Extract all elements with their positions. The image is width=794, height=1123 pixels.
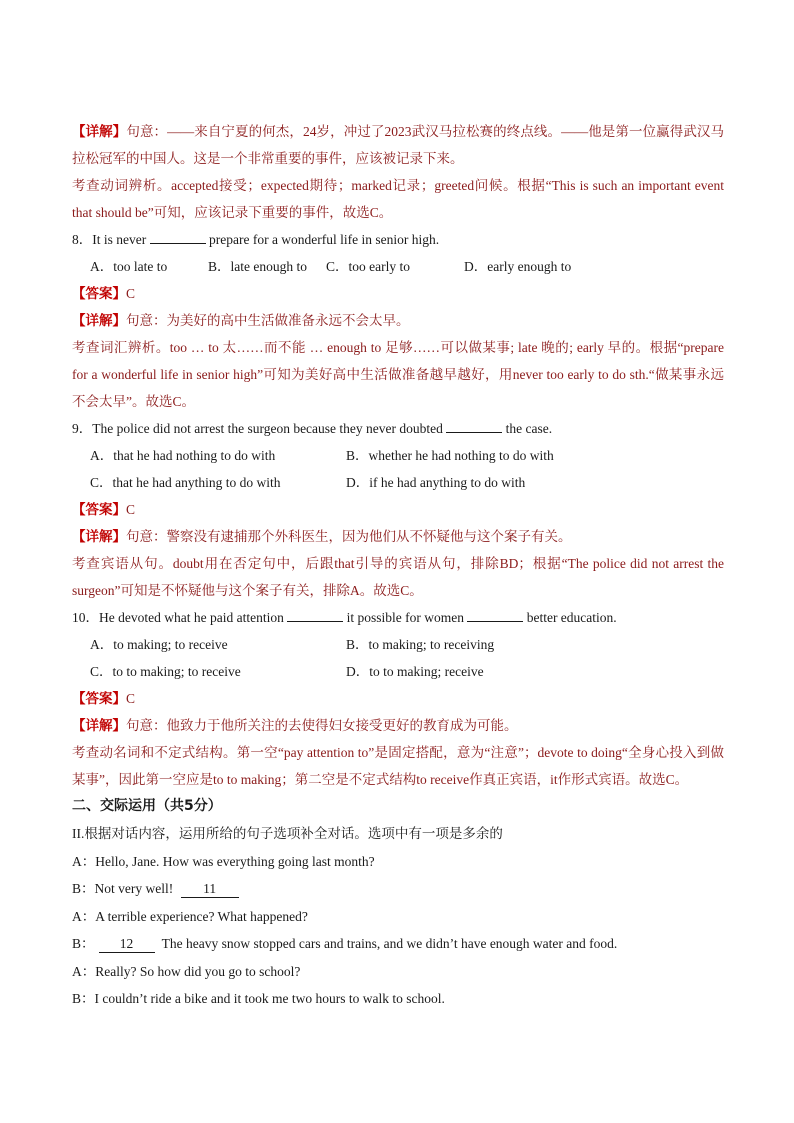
- q9-option-b: B．whether he had nothing to do with: [346, 448, 554, 463]
- q7-detail-text: 句意：——来自宁夏的何杰，24岁，冲过了2023武汉马拉松赛的终点线。——他是第一位赢得武汉马拉松冠军的中国人。这是一个非常重要的事件，应该被记录下来。: [72, 124, 725, 166]
- q9-blank: [446, 418, 502, 433]
- section-instruction: II.根据对话内容，运用所给的句子选项补全对话。选项中有一项是多余的: [72, 826, 503, 841]
- q10-detail: 【详解】句意：他致力于他所关注的去使得妇女接受更好的教育成为可能。: [72, 718, 518, 733]
- detail-tag: 【详解】: [72, 124, 127, 139]
- q10-blank-2: [467, 607, 523, 622]
- q10-answer: 【答案】C: [72, 691, 136, 706]
- q8-options: [72, 253, 724, 280]
- dialogue-blank-12: 12: [99, 936, 155, 953]
- q10-analysis: 考查动名词和不定式结构。第一空“pay attention to”是固定搭配，意为“注意”；devote to doing“全身心投入到做某事”，因此第一空应是to to making；第二空是不定式结构to receive作真正宾语，it作形式宾语。故选C。: [72, 745, 724, 787]
- q10-option-c: C．to to making; to receive: [90, 664, 241, 679]
- dialogue-line: A：A terrible experience? What happened?: [72, 908, 308, 924]
- dialogue-line: B：Not very well! 11: [72, 875, 724, 903]
- q9-option-d: D．if he had anything to do with: [346, 475, 526, 490]
- dialogue-line: B： 12 The heavy snow stopped cars and trains, and we didn’t have enough water and food.: [72, 936, 618, 951]
- dialogue-blank-11: 11: [181, 881, 239, 898]
- q8-blank: [150, 229, 206, 244]
- q10-option-b: B．to making; to receiving: [346, 637, 495, 652]
- q10-blank-1: [287, 607, 343, 622]
- q9-option-a: A．that he had nothing to do with: [90, 448, 276, 463]
- q8-option-d: D．early enough to: [464, 259, 572, 274]
- q8-detail: 【详解】句意：为美好的高中生活做准备永远不会太早。: [72, 313, 410, 328]
- q7-analysis: 考查动词辨析。accepted接受；expected期待；marked记录；greeted问候。根据“This is such an important event that should be”可知，应该记录下重要的事件，故选C。: [72, 178, 724, 220]
- q8-stem: 8．It is never prepare for a wonderful life in senior high.: [72, 226, 724, 253]
- q9-options-row1: [72, 442, 724, 469]
- section-title: 二、交际运用（共5分）: [72, 798, 222, 814]
- q7-detail: [72, 118, 724, 172]
- q9-analysis: 考查宾语从句。doubt用在否定句中，后跟that引导的宾语从句，排除BD；根据“The police did not arrest the surgeon”可知是不怀疑他与这个案子有关，排除A。故选C。: [72, 556, 724, 598]
- q10-options-row2: [72, 658, 724, 685]
- q8-analysis: 考查词汇辨析。too … to 太……而不能 … enough to 足够……可以做某事; late 晚的; early 早的。根据“prepare for a wonderful life in senior high”可知为美好高中生活做准备越早越好，用never too early to do sth.“做某事永远不会太早”。故选C。: [72, 340, 724, 409]
- dialogue-line: A：Hello, Jane. How was everything going last month?: [72, 853, 375, 869]
- q8-option-c: C．too early to: [326, 259, 410, 274]
- q9-stem: 9．The police did not arrest the surgeon because they never doubted the case.: [72, 415, 724, 442]
- q10-options-row1: [72, 631, 724, 658]
- q9-detail: 【详解】句意：警察没有逮捕那个外科医生，因为他们从不怀疑他与这个案子有关。: [72, 529, 572, 544]
- q10-option-a: A．to making; to receive: [90, 637, 228, 652]
- q10-stem: 10．He devoted what he paid attention it possible for women better education.: [72, 604, 724, 631]
- q8-answer: 【答案】C: [72, 286, 136, 301]
- q8-option-b: B．late enough to: [208, 259, 307, 274]
- q9-option-c: C．that he had anything to do with: [90, 475, 281, 490]
- dialogue-line: A：Really? So how did you go to school?: [72, 963, 301, 979]
- q9-options-row2: [72, 469, 724, 496]
- q10-option-d: D．to to making; receive: [346, 664, 484, 679]
- q9-answer: 【答案】C: [72, 502, 136, 517]
- document-page: [72, 118, 724, 1013]
- dialogue-line: B：I couldn’t ride a bike and it took me two hours to walk to school.: [72, 991, 445, 1006]
- q8-option-a: A．too late to: [90, 259, 168, 274]
